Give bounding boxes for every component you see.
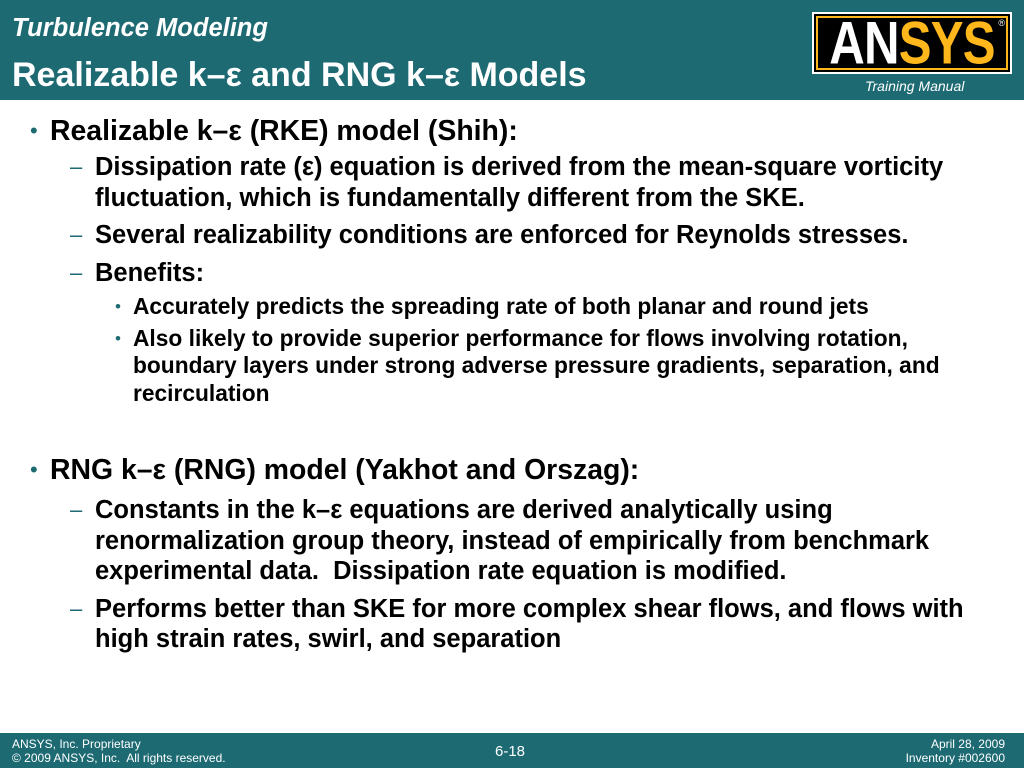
footer-legal (12, 737, 226, 765)
logo-frame (816, 16, 1008, 70)
text-line: Benefits: (95, 258, 205, 287)
text-line: high strain rates, swirl, and separation (95, 625, 562, 653)
inventory-number: Inventory #002600 (905, 751, 1005, 765)
text-line: recirculation (133, 379, 270, 406)
bullet-icon: • (30, 457, 38, 482)
list-item (0, 220, 1024, 251)
section-heading (0, 453, 1024, 487)
proprietary-notice: ANSYS, Inc. Proprietary (12, 737, 141, 751)
list-item (0, 594, 1024, 655)
list-item (0, 258, 1024, 289)
text-line: Performs better than SKE for more complex shear flows, and flows with (95, 594, 964, 623)
section-title: Turbulence Modeling (12, 14, 268, 42)
text-line: Dissipation rate (ε) equation is derived from the mean-square vorticity (95, 153, 944, 181)
bullet-icon: • (115, 328, 121, 348)
logo-background (814, 14, 1010, 72)
text-line: fluctuation, which is fundamentally different from the SKE. (95, 183, 805, 212)
ansys-logo (812, 12, 1012, 74)
logo-text-an: AN (829, 16, 899, 70)
footer-bar (0, 733, 1024, 768)
sub-list-item (0, 325, 1024, 408)
list-item (0, 495, 1024, 587)
text-line: boundary layers under strong adverse pressure gradients, separation, and (133, 352, 940, 378)
slide-title: Realizable k–ε and RNG k–ε Models (12, 56, 587, 94)
text-line: renormalization group theory, instead of empirically from benchmark (95, 526, 930, 555)
heading-text: Realizable k–ε (RKE) model (Shih): (50, 115, 518, 147)
page-number: 6-18 (494, 743, 526, 760)
dash-icon: – (70, 222, 83, 247)
bullet-section-rng (0, 453, 1024, 655)
logo-wordmark (829, 16, 995, 70)
bullet-section-rke (0, 114, 1024, 407)
dash-icon: – (70, 497, 83, 522)
slide-content (0, 114, 1024, 655)
text-line: Also likely to provide superior performance for flows involving rotation, (133, 324, 908, 351)
training-manual-label: Training Manual (865, 78, 965, 94)
bullet-icon: • (30, 118, 38, 143)
text-line: Several realizability conditions are enforced for Reynolds stresses. (95, 221, 909, 249)
footer-meta (906, 737, 1005, 765)
logo-text-sys: SYS (898, 16, 995, 70)
dash-icon: – (70, 259, 83, 285)
heading-text: RNG k–ε (RNG) model (Yakhot and Orszag): (50, 454, 640, 486)
text-line: experimental data. Dissipation rate equation is modified. (95, 557, 787, 585)
text-line: Accurately predicts the spreading rate of both planar and round jets (133, 292, 869, 319)
list-item (0, 152, 1024, 213)
sub-list-item (0, 293, 1024, 321)
text-line: Constants in the k–ε equations are derived analytically using (95, 496, 833, 524)
date-label: April 28, 2009 (930, 737, 1005, 751)
dash-icon: – (70, 595, 83, 621)
registered-mark-icon: ® (998, 18, 1005, 28)
bullet-icon: • (115, 296, 121, 316)
header-bar (0, 0, 1024, 100)
section-heading (0, 114, 1024, 148)
copyright-notice: © 2009 ANSYS, Inc. All rights reserved. (12, 751, 226, 765)
dash-icon: – (70, 154, 83, 179)
